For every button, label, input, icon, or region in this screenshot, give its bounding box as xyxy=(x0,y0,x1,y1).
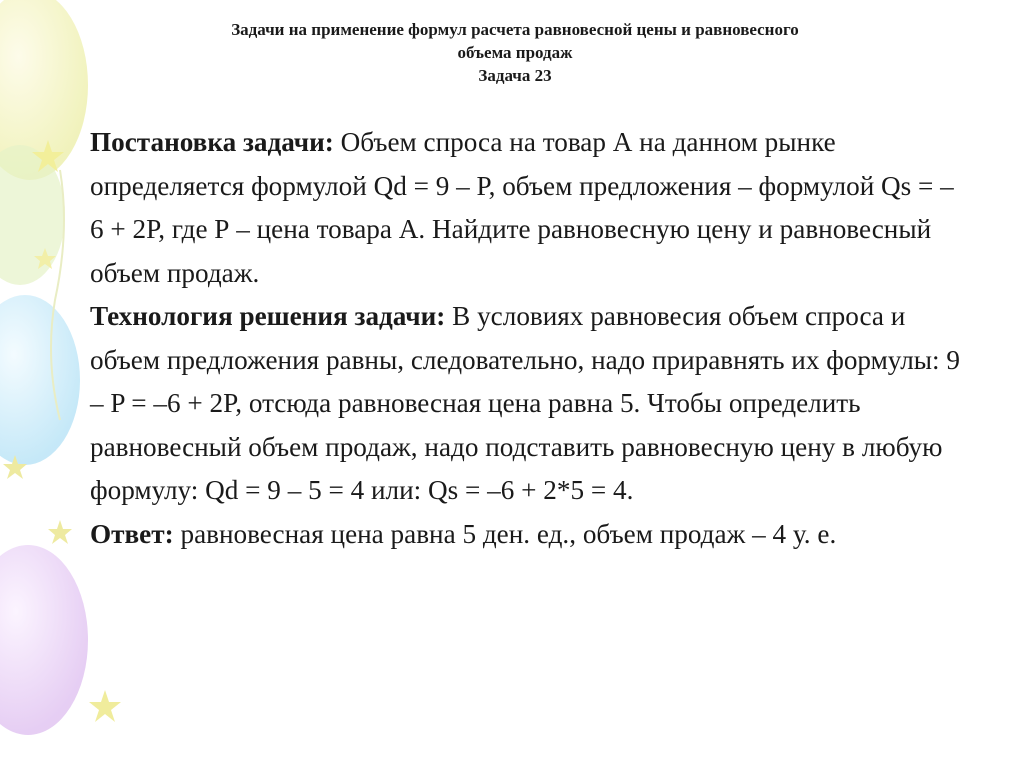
title-line-2: объема продаж xyxy=(457,43,573,62)
title-line-1: Задачи на применение формул расчета равновесной цены и равновесного xyxy=(231,20,799,39)
solution-paragraph xyxy=(90,295,960,513)
star-icon xyxy=(48,520,72,544)
problem-text: Объем спроса на товар А на данном рынке определяется формулой Qd = 9 – P, объем предложения – формулой Qs = –6 + 2P, где Р – цена товара А. Найдите равновесную цену и равновесный объем продаж. xyxy=(90,127,954,288)
solution-label: Технология решения задачи: xyxy=(90,301,446,331)
slide-title xyxy=(100,18,930,87)
slide-body xyxy=(90,121,960,556)
answer-text: равновесная цена равна 5 ден. ед., объем продаж – 4 у. е. xyxy=(173,518,837,549)
answer-paragraph xyxy=(90,513,960,557)
problem-paragraph xyxy=(90,121,960,295)
star-icon xyxy=(89,690,121,722)
title-line-3: Задача 23 xyxy=(478,66,552,85)
answer-label: Ответ: xyxy=(90,518,174,549)
purple-balloon xyxy=(0,545,88,735)
blue-balloon xyxy=(0,295,80,465)
problem-label: Постановка задачи: xyxy=(90,127,334,157)
solution-text: В условиях равновесия объем спроса и объем предложения равны, следовательно, надо приравнять их формулы: 9 – P = –6 + 2P, отсюда равновесная цена равна 5. Чтобы определить равновесный объем продаж, надо подставить равновесную цену в любую формулу: Qd = 9 – 5 = 4 или: Qs = –6 + 2*5 = 4. xyxy=(90,301,960,505)
